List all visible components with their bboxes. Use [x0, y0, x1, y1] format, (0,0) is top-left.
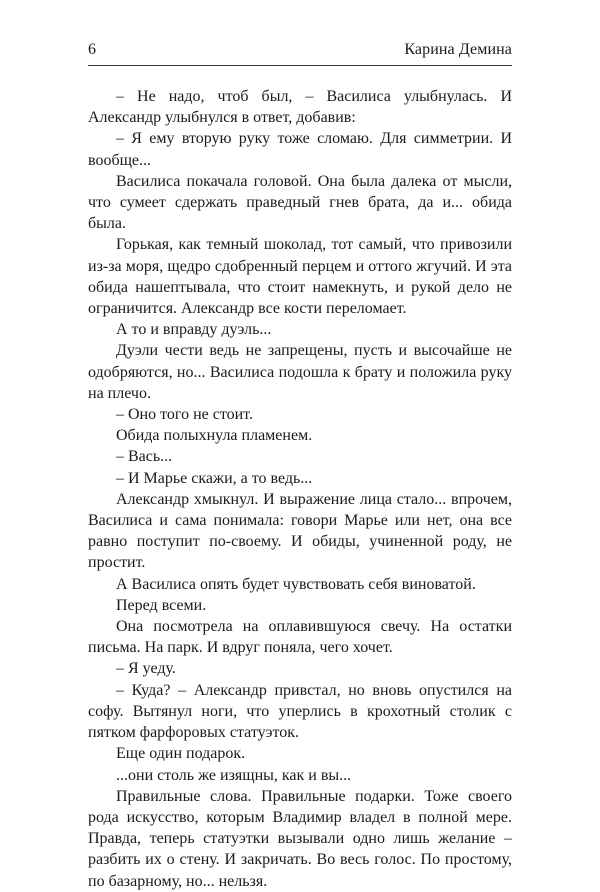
body-text: [88, 86, 512, 892]
paragraph: А Василиса опять будет чувствовать себя виноватой.: [116, 575, 476, 593]
paragraph: – Я ему вторую руку тоже сломаю. Для симметрии. И вообще...: [88, 130, 512, 169]
running-head: [88, 39, 512, 61]
paragraph: Она посмотрела на оплавившуюся свечу. На остатки письма. На парк. И вдруг поняла, чего хочет.: [88, 618, 512, 657]
paragraph: – Куда? – Александр привстал, но вновь опустился на софу. Вытянул ноги, что уперлись в крохотный столик с пятком фарфоровых статуэток.: [88, 681, 512, 742]
paragraph: Перед всеми.: [116, 596, 207, 614]
paragraph: – Не надо, чтоб был, – Василиса улыбнулась. И Александр улыбнулся в ответ, добавив:: [88, 88, 512, 127]
paragraph: – И Марье скажи, а то ведь...: [116, 469, 313, 487]
page-number: 6: [88, 41, 96, 58]
paragraph: Дуэли чести ведь не запрещены, пусть и высочайше не одобряются, но... Василиса подошла к брату и положила руку на плечо.: [88, 342, 512, 402]
paragraph: Василиса покачала головой. Она была далека от мысли, что сумеет сдержать праведный гнев брата, да и... обида была.: [88, 172, 512, 233]
running-head-author: Карина Демина: [404, 41, 512, 58]
paragraph: – Оно того не стоит.: [116, 406, 253, 424]
paragraph: А то и вправду дуэль...: [116, 321, 272, 339]
header-rule: [88, 65, 512, 66]
paragraph: ...они столь же изящны, как и вы...: [116, 766, 352, 784]
paragraph: Правильные слова. Правильные подарки. Тоже своего рода искусство, которым Владимир владел в полной мере. Правда, теперь статуэтки вызывали одно лишь желание – разбить их о стену. И закричать. Во весь голос. По простому, по базарному, но... нельзя.: [88, 787, 512, 890]
paragraph: Обида полыхнула пламенем.: [116, 427, 313, 445]
paragraph: – Я уеду.: [116, 660, 176, 678]
paragraph: Еще один подарок.: [116, 745, 246, 763]
paragraph: Горькая, как темный шоколад, тот самый, что привозили из-за моря, щедро сдобренный перцем и оттого жгучий. И эта обида нашептывала, что стоит намекнуть, и рукой дело не ограничится. Александр все кости переломает.: [88, 236, 512, 318]
paragraph: Александр хмыкнул. И выражение лица стало... впрочем, Василиса и сама понимала: говори Марье или нет, она все равно поступит по-своему. И обиды, учиненной роду, не простит.: [88, 490, 512, 572]
paragraph: – Вась...: [116, 448, 173, 466]
